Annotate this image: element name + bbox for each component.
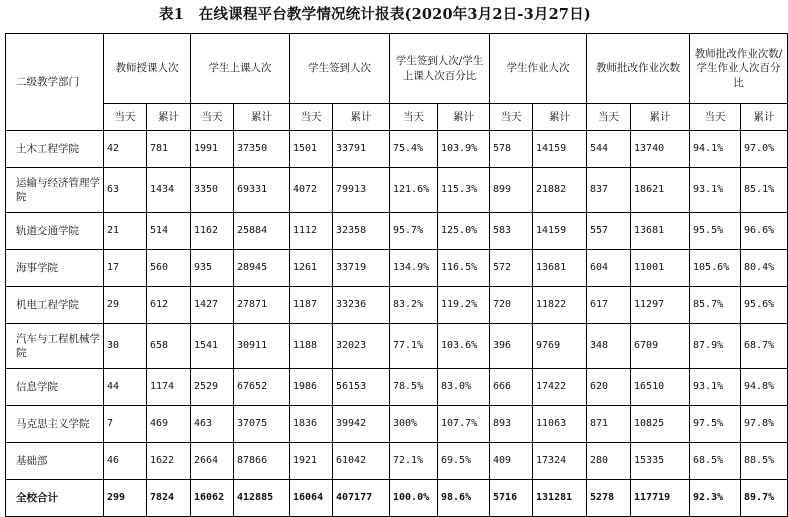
value-cell: 56153 — [333, 369, 390, 406]
value-cell: 119.2% — [438, 287, 490, 324]
value-cell: 61042 — [333, 443, 390, 480]
value-cell: 5716 — [490, 480, 533, 517]
value-cell: 10825 — [631, 406, 690, 443]
table-row — [6, 406, 788, 443]
value-cell: 33236 — [333, 287, 390, 324]
value-cell: 1261 — [290, 250, 333, 287]
value-cell: 88.5% — [741, 443, 788, 480]
value-cell: 5278 — [587, 480, 631, 517]
value-cell: 14159 — [533, 131, 587, 168]
value-cell: 68.7% — [741, 324, 788, 369]
value-cell: 583 — [490, 213, 533, 250]
dept-cell: 机电工程学院 — [6, 287, 104, 324]
value-cell: 544 — [587, 131, 631, 168]
value-cell: 37075 — [234, 406, 290, 443]
header-dept: 二级教学部门 — [6, 34, 104, 131]
value-cell: 837 — [587, 168, 631, 213]
value-cell: 39942 — [333, 406, 390, 443]
header-group: 教师授课人次 — [104, 34, 191, 104]
value-cell: 3350 — [191, 168, 234, 213]
value-cell: 299 — [104, 480, 147, 517]
value-cell: 1921 — [290, 443, 333, 480]
dept-cell: 海事学院 — [6, 250, 104, 287]
dept-cell: 全校合计 — [6, 480, 104, 517]
value-cell: 97.5% — [690, 406, 741, 443]
value-cell: 85.1% — [741, 168, 788, 213]
value-cell: 42 — [104, 131, 147, 168]
header-sub-total: 累计 — [147, 104, 191, 131]
header-group: 学生签到人次/学生上课人次百分比 — [390, 34, 490, 104]
table-row — [6, 287, 788, 324]
value-cell: 1188 — [290, 324, 333, 369]
value-cell: 21 — [104, 213, 147, 250]
value-cell: 396 — [490, 324, 533, 369]
value-cell: 7824 — [147, 480, 191, 517]
value-cell: 46 — [104, 443, 147, 480]
table-row — [6, 168, 788, 213]
value-cell: 11297 — [631, 287, 690, 324]
header-sub-today: 当天 — [587, 104, 631, 131]
value-cell: 13681 — [533, 250, 587, 287]
value-cell: 1162 — [191, 213, 234, 250]
value-cell: 87.9% — [690, 324, 741, 369]
value-cell: 75.4% — [390, 131, 438, 168]
value-cell: 11001 — [631, 250, 690, 287]
header-sub-today: 当天 — [104, 104, 147, 131]
value-cell: 899 — [490, 168, 533, 213]
value-cell: 18621 — [631, 168, 690, 213]
value-cell: 30911 — [234, 324, 290, 369]
table-row — [6, 213, 788, 250]
value-cell: 1836 — [290, 406, 333, 443]
value-cell: 33719 — [333, 250, 390, 287]
value-cell: 32358 — [333, 213, 390, 250]
table-row-total — [6, 480, 788, 517]
value-cell: 16062 — [191, 480, 234, 517]
table-row — [6, 443, 788, 480]
value-cell: 100.0% — [390, 480, 438, 517]
header-group: 教师批改作业次数 — [587, 34, 690, 104]
value-cell: 1174 — [147, 369, 191, 406]
value-cell: 720 — [490, 287, 533, 324]
header-sub-today: 当天 — [690, 104, 741, 131]
table-row — [6, 324, 788, 369]
value-cell: 11822 — [533, 287, 587, 324]
value-cell: 21882 — [533, 168, 587, 213]
dept-cell: 马克思主义学院 — [6, 406, 104, 443]
value-cell: 893 — [490, 406, 533, 443]
value-cell: 604 — [587, 250, 631, 287]
value-cell: 28945 — [234, 250, 290, 287]
value-cell: 617 — [587, 287, 631, 324]
value-cell: 1501 — [290, 131, 333, 168]
value-cell: 117719 — [631, 480, 690, 517]
header-sub-total: 累计 — [533, 104, 587, 131]
value-cell: 33791 — [333, 131, 390, 168]
header-sub-today: 当天 — [490, 104, 533, 131]
value-cell: 79913 — [333, 168, 390, 213]
value-cell: 280 — [587, 443, 631, 480]
dept-cell: 轨道交通学院 — [6, 213, 104, 250]
value-cell: 68.5% — [690, 443, 741, 480]
value-cell: 83.2% — [390, 287, 438, 324]
value-cell: 16064 — [290, 480, 333, 517]
value-cell: 105.6% — [690, 250, 741, 287]
table-row — [6, 369, 788, 406]
header-sub-today: 当天 — [191, 104, 234, 131]
value-cell: 95.7% — [390, 213, 438, 250]
value-cell: 469 — [147, 406, 191, 443]
value-cell: 89.7% — [741, 480, 788, 517]
value-cell: 7 — [104, 406, 147, 443]
table-row — [6, 250, 788, 287]
value-cell: 87866 — [234, 443, 290, 480]
table-body — [6, 131, 788, 517]
value-cell: 37350 — [234, 131, 290, 168]
value-cell: 1112 — [290, 213, 333, 250]
value-cell: 409 — [490, 443, 533, 480]
header-sub-total: 累计 — [438, 104, 490, 131]
value-cell: 115.3% — [438, 168, 490, 213]
value-cell: 97.0% — [741, 131, 788, 168]
value-cell: 121.6% — [390, 168, 438, 213]
value-cell: 29 — [104, 287, 147, 324]
value-cell: 69.5% — [438, 443, 490, 480]
value-cell: 666 — [490, 369, 533, 406]
value-cell: 348 — [587, 324, 631, 369]
value-cell: 2529 — [191, 369, 234, 406]
value-cell: 27871 — [234, 287, 290, 324]
value-cell: 103.6% — [438, 324, 490, 369]
header-sub-total: 累计 — [333, 104, 390, 131]
value-cell: 67652 — [234, 369, 290, 406]
value-cell: 13740 — [631, 131, 690, 168]
value-cell: 1986 — [290, 369, 333, 406]
value-cell: 620 — [587, 369, 631, 406]
header-sub-today: 当天 — [390, 104, 438, 131]
dept-cell: 汽车与工程机械学院 — [6, 324, 104, 369]
header-group: 学生签到人次 — [290, 34, 390, 104]
value-cell: 93.1% — [690, 369, 741, 406]
value-cell: 69331 — [234, 168, 290, 213]
value-cell: 935 — [191, 250, 234, 287]
value-cell: 92.3% — [690, 480, 741, 517]
header-sub-total: 累计 — [741, 104, 788, 131]
value-cell: 32023 — [333, 324, 390, 369]
value-cell: 1991 — [191, 131, 234, 168]
value-cell: 93.1% — [690, 168, 741, 213]
value-cell: 44 — [104, 369, 147, 406]
value-cell: 572 — [490, 250, 533, 287]
table-title: 表1 在线课程平台教学情况统计报表(2020年3月2日-3月27日) — [159, 6, 591, 23]
value-cell: 16510 — [631, 369, 690, 406]
value-cell: 63 — [104, 168, 147, 213]
value-cell: 17324 — [533, 443, 587, 480]
header-group: 学生作业人次 — [490, 34, 587, 104]
value-cell: 1622 — [147, 443, 191, 480]
value-cell: 96.6% — [741, 213, 788, 250]
value-cell: 98.6% — [438, 480, 490, 517]
value-cell: 13681 — [631, 213, 690, 250]
value-cell: 11063 — [533, 406, 587, 443]
value-cell: 1187 — [290, 287, 333, 324]
value-cell: 72.1% — [390, 443, 438, 480]
header-sub-today: 当天 — [290, 104, 333, 131]
value-cell: 85.7% — [690, 287, 741, 324]
value-cell: 107.7% — [438, 406, 490, 443]
value-cell: 97.8% — [741, 406, 788, 443]
value-cell: 25884 — [234, 213, 290, 250]
value-cell: 6709 — [631, 324, 690, 369]
value-cell: 578 — [490, 131, 533, 168]
value-cell: 131281 — [533, 480, 587, 517]
value-cell: 103.9% — [438, 131, 490, 168]
header-sub-total: 累计 — [234, 104, 290, 131]
statistics-table — [5, 33, 788, 517]
value-cell: 781 — [147, 131, 191, 168]
value-cell: 560 — [147, 250, 191, 287]
value-cell: 514 — [147, 213, 191, 250]
value-cell: 658 — [147, 324, 191, 369]
value-cell: 4072 — [290, 168, 333, 213]
value-cell: 463 — [191, 406, 234, 443]
value-cell: 15335 — [631, 443, 690, 480]
value-cell: 407177 — [333, 480, 390, 517]
dept-cell: 运输与经济管理学院 — [6, 168, 104, 213]
value-cell: 30 — [104, 324, 147, 369]
value-cell: 95.6% — [741, 287, 788, 324]
value-cell: 94.8% — [741, 369, 788, 406]
value-cell: 871 — [587, 406, 631, 443]
value-cell: 83.0% — [438, 369, 490, 406]
value-cell: 125.0% — [438, 213, 490, 250]
value-cell: 1541 — [191, 324, 234, 369]
value-cell: 14159 — [533, 213, 587, 250]
value-cell: 17422 — [533, 369, 587, 406]
value-cell: 300% — [390, 406, 438, 443]
value-cell: 116.5% — [438, 250, 490, 287]
value-cell: 95.5% — [690, 213, 741, 250]
value-cell: 77.1% — [390, 324, 438, 369]
value-cell: 17 — [104, 250, 147, 287]
header-group: 学生上课人次 — [191, 34, 290, 104]
value-cell: 557 — [587, 213, 631, 250]
dept-cell: 信息学院 — [6, 369, 104, 406]
header-sub-total: 累计 — [631, 104, 690, 131]
value-cell: 412885 — [234, 480, 290, 517]
header-row-sub — [6, 104, 788, 131]
value-cell: 1434 — [147, 168, 191, 213]
value-cell: 78.5% — [390, 369, 438, 406]
value-cell: 9769 — [533, 324, 587, 369]
value-cell: 94.1% — [690, 131, 741, 168]
value-cell: 612 — [147, 287, 191, 324]
header-row-groups — [6, 34, 788, 104]
header-group: 教师批改作业次数/学生作业人次百分比 — [690, 34, 788, 104]
value-cell: 1427 — [191, 287, 234, 324]
table-row — [6, 131, 788, 168]
dept-cell: 土木工程学院 — [6, 131, 104, 168]
value-cell: 2664 — [191, 443, 234, 480]
value-cell: 80.4% — [741, 250, 788, 287]
value-cell: 134.9% — [390, 250, 438, 287]
dept-cell: 基础部 — [6, 443, 104, 480]
